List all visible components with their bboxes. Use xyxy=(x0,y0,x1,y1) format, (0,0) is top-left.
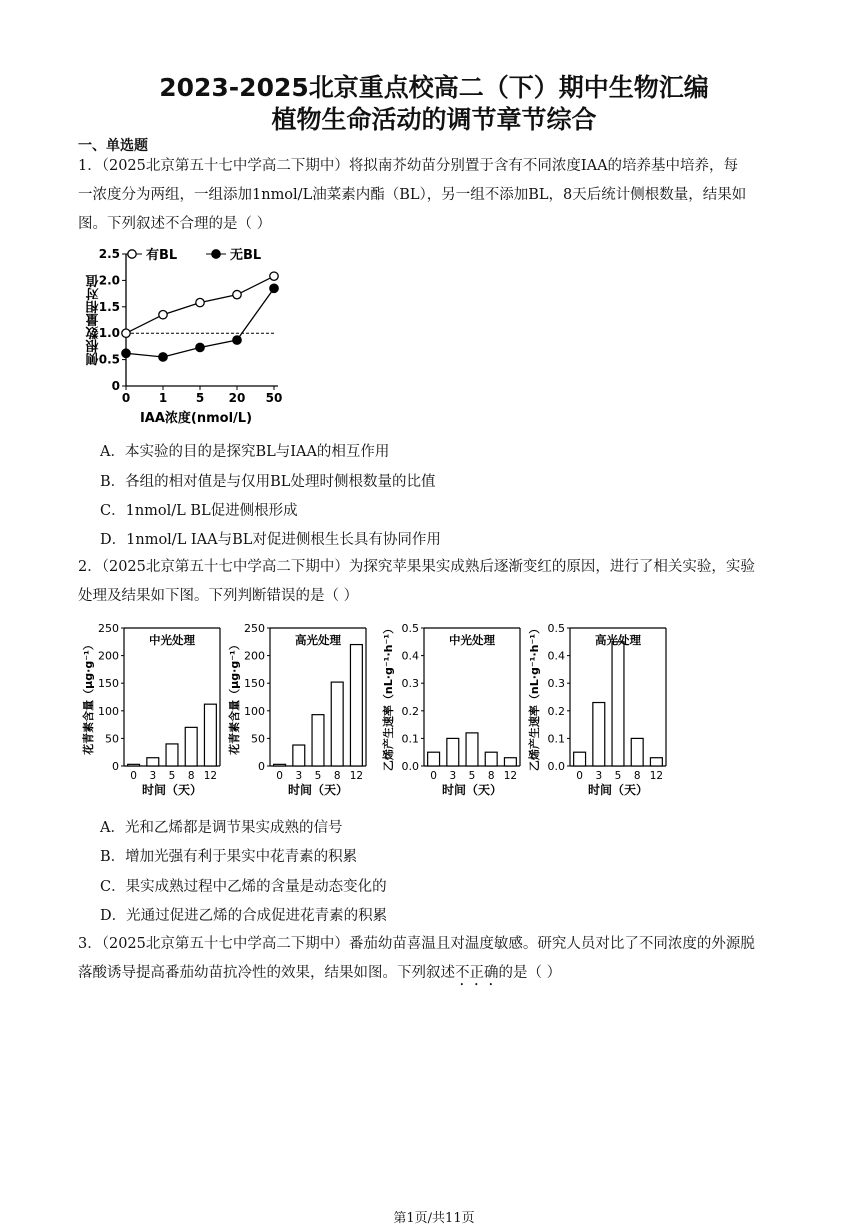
data-point xyxy=(196,343,204,351)
y-tick-label: 150 xyxy=(98,677,119,691)
emphasis-text: 不正确 xyxy=(455,965,499,981)
y-axis-label: 花青素含量（μg·g⁻¹） xyxy=(82,639,95,755)
question-2-line: 2．（2025北京第五十七中学高二下期中）为探究苹果果实成熟后逐渐变红的原因，进行了相关实验，实验 xyxy=(78,559,755,575)
bar xyxy=(128,764,140,766)
x-tick-label: 1 xyxy=(158,391,168,405)
y-tick-label: 1.5 xyxy=(98,299,120,314)
x-tick-label: 50 xyxy=(265,391,283,405)
x-axis-label: 时间（天） xyxy=(141,783,203,797)
x-axis-label: 时间（天） xyxy=(287,783,349,797)
question-1-line: 图。下列叙述不合理的是（ ） xyxy=(78,216,272,232)
y-tick-label: 1.0 xyxy=(98,326,120,341)
x-tick-label: 8 xyxy=(333,770,341,782)
legend-marker xyxy=(128,250,136,258)
chart-ethylene-high-light xyxy=(526,618,676,798)
page-footer: 第1页/共11页 xyxy=(393,1211,475,1226)
question-2-option-a[interactable]: A．光和乙烯都是调节果实成熟的信号 xyxy=(100,820,343,836)
x-tick-label: 3 xyxy=(149,770,157,782)
question-2-option-d[interactable]: D．光通过促进乙烯的合成促进花青素的积累 xyxy=(100,908,388,924)
x-tick-label: 20 xyxy=(228,391,246,405)
question-1-option-b[interactable]: B．各组的相对值是与仅用BL处理时侧根数量的比值 xyxy=(100,474,436,490)
x-tick-label: 0 xyxy=(430,770,437,782)
y-tick-label: 0.0 xyxy=(547,760,565,773)
x-tick-label: 8 xyxy=(187,770,195,782)
bar xyxy=(650,758,662,766)
x-tick-label: 8 xyxy=(633,770,641,782)
x-tick-label: 0 xyxy=(130,770,137,782)
x-tick-label: 0 xyxy=(576,770,583,782)
bar xyxy=(631,738,643,766)
y-tick-label: 250 xyxy=(244,622,265,635)
bar xyxy=(504,758,516,766)
y-axis-label: 乙烯产生速率（nL·g⁻¹·h⁻¹） xyxy=(382,622,395,772)
y-tick-label: 0.1 xyxy=(547,732,565,746)
legend-marker xyxy=(212,250,220,258)
x-tick-label: 12 xyxy=(503,770,518,782)
x-tick-label: 5 xyxy=(168,770,176,782)
chart-ethylene-medium-light xyxy=(380,618,530,798)
y-tick-label: 0.2 xyxy=(547,704,565,718)
data-point xyxy=(196,298,204,306)
question-1-option-a[interactable]: A．本实验的目的是探究BL与IAA的相互作用 xyxy=(100,444,390,460)
x-tick-label: 5 xyxy=(468,770,476,782)
question-1-option-c[interactable]: C．1nmol/L BL促进侧根形成 xyxy=(100,503,298,519)
data-point xyxy=(159,311,167,319)
chart-title: 中光处理 xyxy=(449,633,495,647)
bar xyxy=(147,758,159,766)
bar xyxy=(331,682,343,766)
bar xyxy=(574,752,586,766)
question-1-stem xyxy=(78,152,790,239)
bar xyxy=(447,738,459,766)
y-tick-label: 0.4 xyxy=(401,649,419,663)
section-heading: 一、单选题 xyxy=(78,138,148,154)
data-point xyxy=(270,272,278,280)
y-tick-label: 100 xyxy=(98,704,119,718)
data-point xyxy=(122,349,130,357)
question-2-stem xyxy=(78,553,790,611)
data-point xyxy=(233,336,241,344)
data-point xyxy=(159,353,167,361)
y-tick-label: 200 xyxy=(98,649,119,663)
y-axis-label: 花青素含量（μg·g⁻¹） xyxy=(228,639,241,755)
bar xyxy=(350,645,362,766)
chart-title: 中光处理 xyxy=(149,633,195,647)
bar xyxy=(274,764,286,766)
question-2-option-c[interactable]: C．果实成熟过程中乙烯的含量是动态变化的 xyxy=(100,879,387,895)
y-axis-label: 乙烯产生速率（nL·g⁻¹·h⁻¹） xyxy=(528,622,541,772)
data-point xyxy=(270,284,278,292)
y-tick-label: 0 xyxy=(258,760,265,773)
question-2-option-b[interactable]: B．增加光强有利于果实中花青素的积累 xyxy=(100,849,358,865)
legend-label: 有BL xyxy=(146,248,178,263)
question-1-option-d[interactable]: D．1nmol/L IAA与BL对促进侧根生长具有协同作用 xyxy=(100,532,441,548)
y-tick-label: 2.5 xyxy=(98,247,120,261)
bar xyxy=(428,752,440,766)
question-3-line: 3．（2025北京第五十七中学高二下期中）番茄幼苗喜温且对温度敏感。研究人员对比了不同浓度的外源脱 xyxy=(78,936,755,952)
chart-title: 高光处理 xyxy=(595,633,641,647)
x-tick-label: 5 xyxy=(195,391,205,405)
y-tick-label: 0.5 xyxy=(401,622,419,635)
y-tick-label: 50 xyxy=(105,732,119,746)
bar xyxy=(485,752,497,766)
chart-anthocyanin-high-light xyxy=(226,618,376,798)
y-tick-label: 250 xyxy=(98,622,119,635)
document-title: 2023-2025北京重点校高二（下）期中生物汇编 xyxy=(159,73,709,102)
x-tick-label: 3 xyxy=(295,770,303,782)
y-tick-label: 0 xyxy=(111,379,120,393)
x-tick-label: 0 xyxy=(121,391,131,405)
bar xyxy=(166,744,178,766)
bar xyxy=(466,733,478,766)
x-tick-label: 12 xyxy=(203,770,218,782)
x-tick-label: 0 xyxy=(276,770,283,782)
question-1-line: 1．（2025北京第五十七中学高二下期中）将拟南芥幼苗分别置于含有不同浓度IAA的培养基中培养，每 xyxy=(78,158,739,174)
chart-lateral-root xyxy=(76,240,296,430)
bar xyxy=(293,745,305,766)
y-tick-label: 0.5 xyxy=(547,622,565,635)
y-tick-label: 0.3 xyxy=(401,677,419,691)
x-tick-label: 5 xyxy=(314,770,322,782)
question-3-line: 落酸诱导提高番茄幼苗抗冷性的效果，结果如图。下列叙述不正确的是（ ） xyxy=(78,965,562,981)
bar xyxy=(593,703,605,766)
chart-anthocyanin-medium-light xyxy=(80,618,230,798)
question-2-line: 处理及结果如下图。下列判断错误的是（ ） xyxy=(78,588,359,604)
chart-title: 高光处理 xyxy=(295,633,341,647)
document-subtitle: 植物生命活动的调节章节综合 xyxy=(271,105,597,134)
data-point xyxy=(122,329,130,337)
bar xyxy=(204,704,216,766)
y-tick-label: 100 xyxy=(244,704,265,718)
y-axis-label: 侧根数量相对值 xyxy=(86,274,102,366)
y-tick-label: 0 xyxy=(112,760,119,773)
data-point xyxy=(233,290,241,298)
y-tick-label: 0.3 xyxy=(547,677,565,691)
x-axis-label: 时间（天） xyxy=(441,783,503,797)
x-tick-label: 8 xyxy=(487,770,495,782)
y-tick-label: 200 xyxy=(244,649,265,663)
bar xyxy=(185,727,197,766)
x-tick-label: 3 xyxy=(449,770,457,782)
x-tick-label: 5 xyxy=(614,770,622,782)
question-1-line: 一浓度分为两组，一组添加1nmol/L油菜素内酯（BL），另一组不添加BL，8天后统计侧根数量，结果如 xyxy=(78,187,747,203)
y-tick-label: 2.0 xyxy=(98,273,120,288)
x-tick-label: 3 xyxy=(595,770,603,782)
x-tick-label: 12 xyxy=(649,770,664,782)
bar xyxy=(612,642,624,766)
x-axis-label: IAA浓度(nmol/L) xyxy=(139,411,253,426)
question-3-stem xyxy=(78,930,790,989)
y-tick-label: 0.5 xyxy=(98,352,120,367)
y-tick-label: 150 xyxy=(244,677,265,691)
y-tick-label: 50 xyxy=(251,732,265,746)
y-tick-label: 0.4 xyxy=(547,649,565,663)
x-axis-label: 时间（天） xyxy=(587,783,649,797)
y-tick-label: 0.1 xyxy=(401,732,419,746)
legend-label: 无BL xyxy=(230,248,262,263)
x-tick-label: 12 xyxy=(349,770,364,782)
y-tick-label: 0.0 xyxy=(401,760,419,773)
bar xyxy=(312,715,324,766)
y-tick-label: 0.2 xyxy=(401,704,419,718)
